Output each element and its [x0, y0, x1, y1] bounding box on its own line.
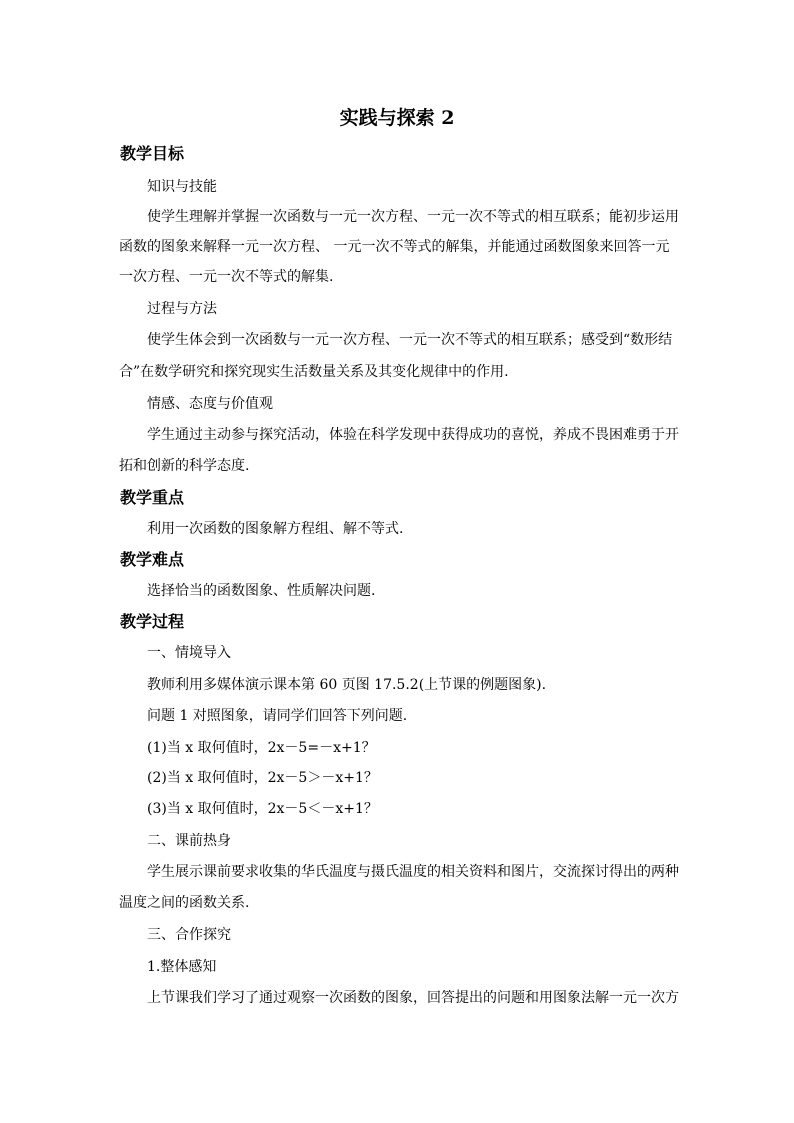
paragraph-line: 问题 1 对照图象，请同学们回答下列问题. [147, 708, 408, 724]
label-cooperation: 三、合作探究 [147, 927, 231, 943]
label-knowledge-skills: 知识与技能 [147, 179, 217, 195]
paragraph-line: 学生通过主动参与探究活动，体验在科学发现中获得成功的喜悦，养成不畏困难勇于开 [147, 427, 679, 443]
label-warmup: 二、课前热身 [147, 833, 231, 849]
paragraph-line: 一次方程、一元一次不等式的解集. [119, 269, 334, 285]
heading-difficulty: 教学难点 [120, 550, 185, 569]
paragraph-line: 学生展示课前要求收集的华氏温度与摄氏温度的相关资料和图片，交流探讨得出的两种 [147, 864, 679, 880]
heading-key-point: 教学重点 [120, 488, 185, 507]
paragraph-line: 上节课我们学习了通过观察一次函数的图象，回答提出的问题和用图象法解一元一次方 [147, 990, 679, 1006]
paragraph-line: 使学生体会到一次函数与一元一次方程、一元一次不等式的相互联系；感受到“数形结 [147, 332, 673, 348]
paragraph-line: 教师利用多媒体演示课本第 60 页图 17.5.2(上节课的例题图象). [147, 677, 547, 693]
document-title: 实践与探索 2 [339, 107, 455, 129]
label-overall-perception: 1.整体感知 [147, 959, 217, 975]
paragraph-line: 使学生理解并掌握一次函数与一元一次方程、一元一次不等式的相互联系；能初步运用 [147, 209, 679, 225]
paragraph-line: 利用一次函数的图象解方程组、解不等式. [147, 521, 404, 537]
paragraph-line: 合”在数学研究和探究现实生活数量关系及其变化规律中的作用. [119, 364, 509, 380]
paragraph-line: 温度之间的函数关系. [119, 895, 250, 911]
paragraph-line: 选择恰当的函数图象、性质解决问题. [147, 583, 376, 599]
label-scenario-intro: 一、情境导入 [147, 645, 231, 661]
question-item: (3)当 x 取何值时，2x－5＜－x+1？ [147, 801, 378, 817]
paragraph-line: 函数的图象来解释一元一次方程、 一元一次不等式的解集，并能通过函数图象来回答一元 [119, 239, 670, 255]
heading-teaching-process: 教学过程 [120, 612, 185, 631]
paragraph-line: 拓和创新的科学态度. [119, 458, 250, 474]
label-attitude-values: 情感、态度与价值观 [147, 396, 273, 412]
question-item: (2)当 x 取何值时，2x－5＞－x+1？ [147, 770, 378, 786]
question-item: (1)当 x 取何值时，2x－5=－x+1？ [147, 740, 376, 756]
heading-teaching-goals: 教学目标 [120, 144, 185, 163]
label-process-method: 过程与方法 [147, 301, 217, 317]
